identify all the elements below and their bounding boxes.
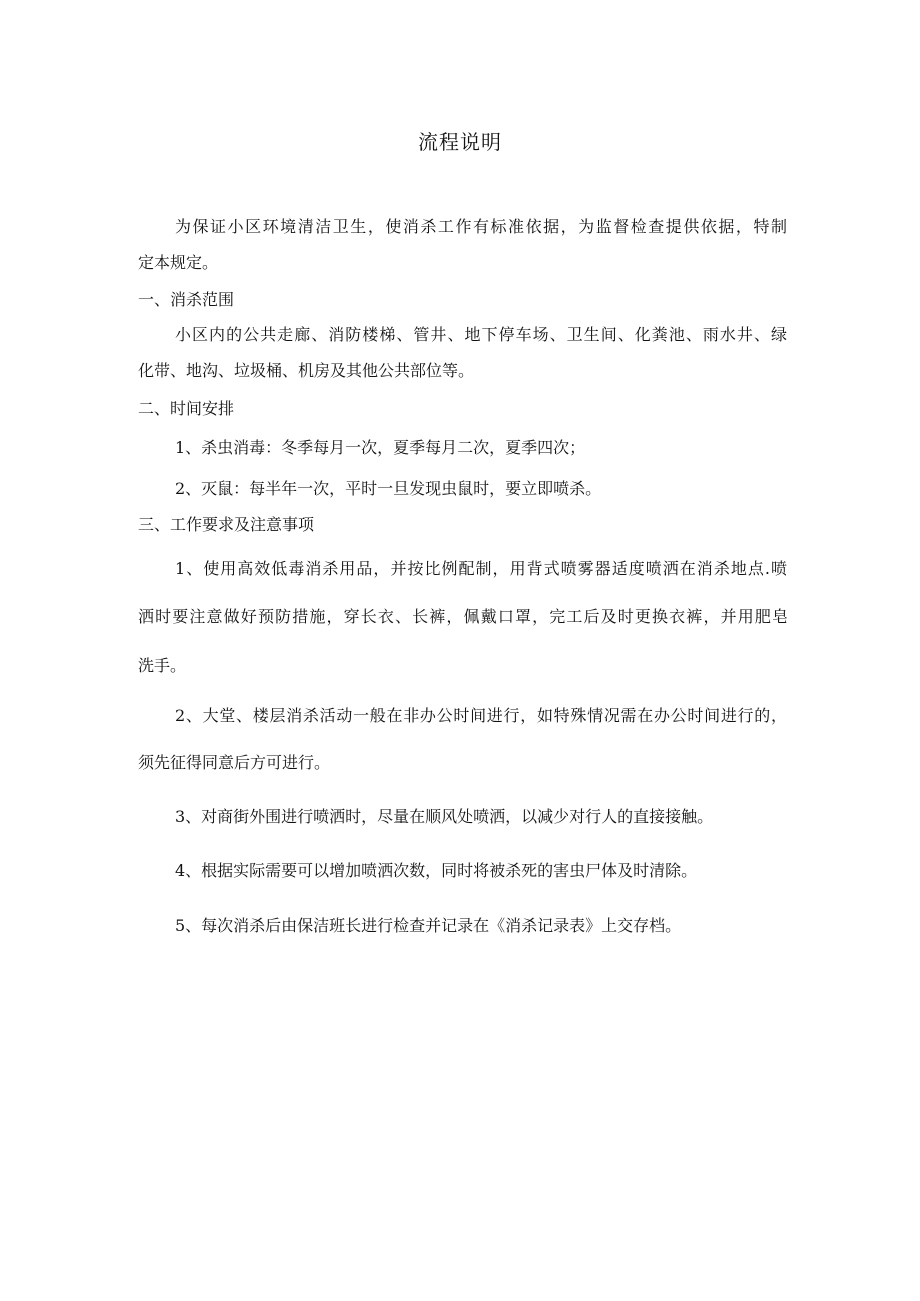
intro-line-1: 为保证小区环境清洁卫生，使消杀工作有标准依据，为监督检查提供依据，特制	[175, 217, 787, 236]
section-1-line-2: 化带、地沟、垃圾桶、机房及其他公共部位等。	[138, 361, 475, 380]
section-3-item-5: 5、每次消杀后由保洁班长进行检查并记录在《消杀记录表》上交存档。	[175, 916, 682, 935]
section-2-heading: 二、时间安排	[138, 399, 235, 418]
section-3-item-2-line-2: 须先征得同意后方可进行。	[138, 753, 331, 772]
intro-line-2: 定本规定。	[138, 253, 219, 272]
section-1-line-1: 小区内的公共走廊、消防楼梯、管井、地下停车场、卫生间、化粪池、雨水井、绿	[175, 325, 787, 344]
section-2-item-2: 2、灭鼠：每半年一次，平时一旦发现虫鼠时，要立即喷杀。	[175, 479, 602, 498]
page-title: 流程说明	[418, 130, 502, 154]
section-3-heading: 三、工作要求及注意事项	[138, 515, 315, 534]
section-3-item-1-line-3: 洗手。	[138, 656, 187, 675]
section-2-item-1: 1、杀虫消毒：冬季每月一次，夏季每月二次，夏季四次；	[175, 438, 586, 457]
section-1-heading: 一、消杀范围	[138, 290, 235, 309]
section-3-item-2-line-1: 2、大堂、楼层消杀活动一般在非办公时间进行，如特殊情况需在办公时间进行的，	[175, 706, 787, 725]
section-3-item-4: 4、根据实际需要可以增加喷洒次数，同时将被杀死的害虫尸体及时清除。	[175, 861, 698, 880]
section-3-item-1-line-1: 1、使用高效低毒消杀用品，并按比例配制，用背式喷雾器适度喷洒在消杀地点.喷	[175, 559, 787, 578]
section-3-item-3: 3、对商街外围进行喷洒时，尽量在顺风处喷洒，以减少对行人的直接接触。	[175, 807, 714, 826]
section-3-item-1-line-2: 洒时要注意做好预防措施，穿长衣、长裤，佩戴口罩，完工后及时更换衣裤，并用肥皂	[138, 607, 788, 626]
